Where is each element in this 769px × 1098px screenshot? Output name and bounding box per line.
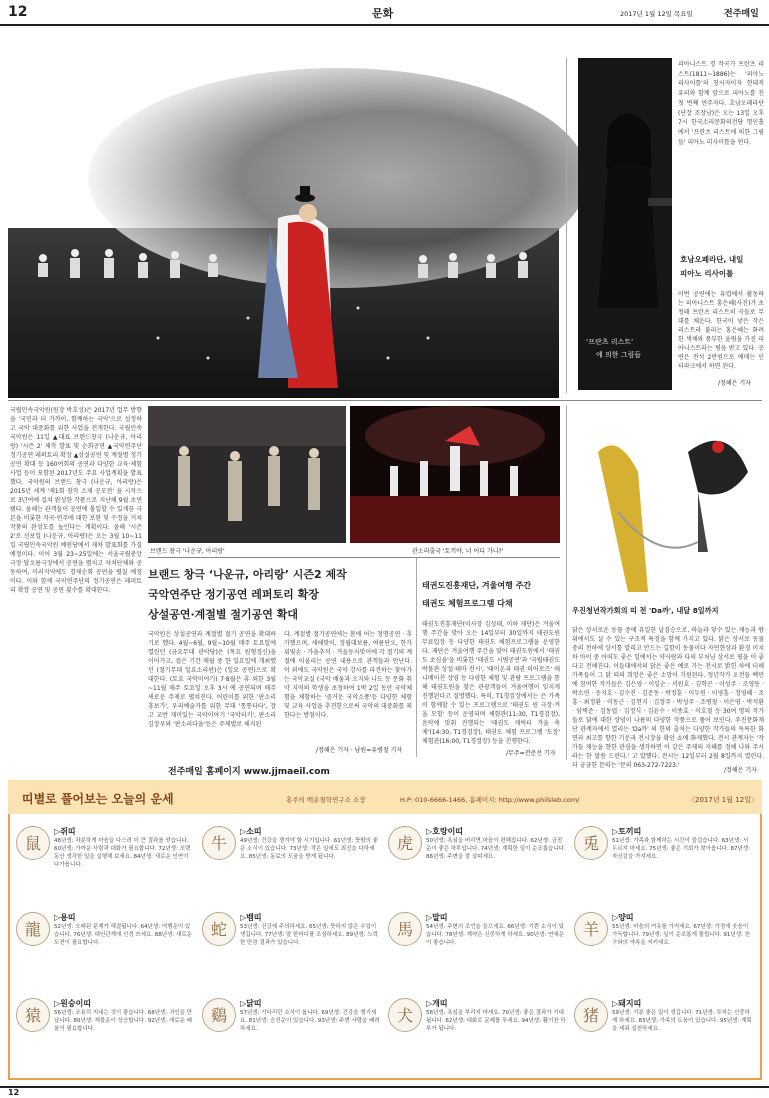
dog-icon: 犬 xyxy=(388,998,422,1032)
rooster-art-photo xyxy=(578,412,762,602)
fortune-date: 〈2017년 1월 12일〉 xyxy=(688,796,758,804)
fortune-item-name: ▷뱀띠 xyxy=(240,913,262,922)
fortune-item-name: ▷용띠 xyxy=(54,913,76,922)
fortune-item-name: ▷닭띠 xyxy=(240,999,262,1008)
monkey-icon: 猿 xyxy=(16,998,50,1032)
photo-naungyu-arirang xyxy=(148,406,346,543)
fortune-item xyxy=(386,994,570,1078)
mouse-icon: 鼠 xyxy=(16,826,50,860)
arirang-illustration xyxy=(148,406,346,543)
footer-page-number: 12 xyxy=(8,1088,20,1097)
side-story-title-line2: 피아노 리사이틀 xyxy=(680,269,734,278)
fortune-item-text: 49년생: 건강을 챙겨야 할 시기입니다. 61년생: 뜻밖의 좋은 소식이 있습니다. 73년생: 작은 일에도 최선을 다하세요. 85년생: 동료의 도움을 받게 됩니다. xyxy=(240,838,378,860)
fortune-item xyxy=(200,908,384,992)
side-story-reporter: /정해은 기자 xyxy=(718,380,751,387)
fortune-item-name: ▷개띠 xyxy=(426,999,448,1008)
website-banner[interactable]: 전주매일 홈페이지 www.jjmaeil.com xyxy=(168,767,330,777)
page-number: 12 xyxy=(8,4,28,20)
sheep-icon: 羊 xyxy=(574,912,608,946)
fortune-item-text: 51년생: 가족과 함께하는 시간이 즐겁습니다. 63년생: 서두르지 마세요. 75년생: 좋은 기회가 찾아옵니다. 87년생: 자신감을 가지세요. xyxy=(612,838,750,860)
side-story-title-line1: 호남오페라단, 내일 xyxy=(680,255,744,264)
section-rule-main xyxy=(8,400,762,401)
fortune-hp: H.P: 010-6666-1466, 홈페이지: http://www.philsleb.com/ xyxy=(400,796,580,804)
rabbit-icon: 兎 xyxy=(574,826,608,860)
art-reporter: /정해은 기자 xyxy=(724,767,757,774)
fortune-item xyxy=(386,908,570,992)
fortune-item-text: 56년생: 조용히 지내는 것이 좋습니다. 68년생: 귀인을 만납니다. 80년생: 재물운이 상승합니다. 92년생: 새로운 배움이 필요합니다. xyxy=(54,1010,192,1032)
ox-icon: 牛 xyxy=(202,826,236,860)
subhead-3: 상설공연·계절별 절기공연 확대 xyxy=(148,608,298,621)
taekwondo-reporter: /무주=전준선 기자 xyxy=(506,750,556,757)
fortune-source: 홍주의 백운철학연구소 소장 xyxy=(286,796,366,804)
fortune-item-name: ▷원숭이띠 xyxy=(54,999,92,1008)
column-divider-top xyxy=(566,58,567,393)
fortune-item xyxy=(200,822,384,906)
fortune-item-text: 57년생: 기다리던 소식이 옵니다. 69년생: 건강을 챙기세요. 81년생: 승진운이 있습니다. 93년생: 주변 사람을 배려하세요. xyxy=(240,1010,380,1032)
fortune-item-text: 58년생: 욕심을 부리지 마세요. 70년생: 좋은 결과가 기대됩니다. 82년생: 대화로 문제를 푸세요. 94년생: 활기찬 하루가 됩니다. xyxy=(426,1010,566,1032)
paper-name: 전주매일 xyxy=(724,9,759,19)
horse-icon: 馬 xyxy=(388,912,422,946)
pianist-caption-line2: 에 의한 그림들 xyxy=(596,351,642,359)
fortune-item-name: ▷쥐띠 xyxy=(54,827,76,836)
rooster-icon: 鷄 xyxy=(202,998,236,1032)
fortune-item-text: 50년생: 욕심을 버리면 마음이 편해집니다. 62년생: 금전운이 좋은 하루입니다. 74년생: 계획한 일이 순조롭습니다. 86년생: 주변을 잘 살피세요. xyxy=(426,838,566,860)
fortune-item xyxy=(386,822,570,906)
fortune-item-name: ▷돼지띠 xyxy=(612,999,642,1008)
fortune-title: 띠별로 풀어보는 오늘의 운세 xyxy=(22,792,174,806)
column-divider-bottom xyxy=(566,405,567,760)
fortune-item-text: 48년생: 차분하게 마음을 다스려 더 큰 결과를 얻습니다. 60년생: 가까운 사람과 대화가 필요합니다. 72년생: 오랫동안 생각한 일을 실행해 보세요. 84년생: 새로운 인연이 다가옵니다. xyxy=(54,838,191,868)
main-story-body: 국립민속국악원(원장 박호성)은 2017년 업무 방향을 '국민과 더 가까이, 함께하는 국악'으로 설정하고 국악 대중화를 위한 사업을 전개한다. 국립민속국악원은 11일 ▲대표 브랜드창극 (나운규, 아리랑) '시즌 2' 제작 발표 및 순회공연 ▲국악연주단 정기공연 레퍼토리 확장 ▲상설공연 및 계절별 정기공연 확대 등 160여회의 공연과 다양한 교육·체험 사업 등이 포함된 2017년도 주요 사업계획을 발표했다. 국악원의 브랜드 창극 (나운규, 아리랑)은 2015년 세계 '제1회 창작 소재 공모전' 을 시작으로 3년여에 걸쳐 완성한 작품으로 지난해 9월 초연됐다. 올해는 관객들이 공연에 몰입할 수 있게끔 극본을 비롯한 작곡·연주에 대한 보완 및 수정을 거쳐 작품의 완성도를 높인다는 계획이다. 올해 '시즌 2'로 선보일 (나운규, 아리랑)은 오는 3월 10~11일 국립민속국악원 예원당에서 재차 발표회를 가질 예정이다. 이어 3월 23~25일에는 서울국립중앙극장 달오름극장에서 공연을 펼치고 자치단체와 공동하여, 이러지역에도 경제순회 공연을 펼칠 예정이다. 이와 함께 국악연주단의 정기공연은 레퍼토리 확장 공연 및 공연 횟수를 확대한다. xyxy=(10,407,142,594)
fortune-item-name: ▷소띠 xyxy=(240,827,262,836)
rooster-illustration xyxy=(578,412,762,602)
taekwondo-headline2: 태권도 체험프로그램 다채 xyxy=(422,599,513,608)
dragon-icon: 龍 xyxy=(16,912,50,946)
middle-col1: 국악원은 상설공연과 계절별 절기 공연을 확대하기로 했다. 4월~6월, 9월~10월 매주 토요일에 열린던 (금요무대 관악당)은 (목요 원형정신)을 이어가고, 절은 기간 매월 중 한 일요일에 개최했던 (절기무대 일요소리판)은 (일요 공연)으로 확대한다. (토요 국악이야기) 7·8월은 휴 외한 3월~11월 매주 토요일 오후 3시 에 공연되며 매주 새로운 주제로 펼쳐진다. 어린이를 위한 '판소리 흥보가', 우리예술가를 위한 무대 '통통타타', 장고 교반 재미있는 국악이야기 '국악터키', 판소리 김장우와 '판소리다웁'등은 주제별로 해지된 xyxy=(148,631,276,728)
art-title: 우진청년작가회의 띠 전 'Da까', 내달 8일까지 xyxy=(572,606,719,615)
side-story-bottom-text: 이번 공연에는 유럽에서 활동하는 피아니스트 홍은혜(사진)가 초청돼 프란츠 리스트의 곡들로 무대를 채운다. 한국이 낳은 작은 리스트라 불리는 홍은혜는 화려한 색채와 풍부한 울림을 가진 피아니스트라는 평을 받고 있다. 공연은 전석 2만원으로 예매는 인터파크에서 하면 된다. xyxy=(678,291,764,370)
snake-icon: 蛇 xyxy=(202,912,236,946)
fortune-item xyxy=(14,908,198,992)
photo-rabbit-where xyxy=(350,406,560,543)
fortune-item-name: ▷양띠 xyxy=(612,913,634,922)
fortune-item xyxy=(200,994,384,1078)
fortune-item xyxy=(572,822,756,906)
section-title: 문화 xyxy=(372,7,394,20)
main-stage-photo xyxy=(8,58,559,398)
pianist-caption-line1: ‘프란츠 리스트’ xyxy=(586,338,634,346)
footer-rule xyxy=(0,1086,769,1088)
taekwondo-headline1: 태권도진흥재단, 겨울여행 주간 xyxy=(422,581,532,590)
fortune-item xyxy=(572,908,756,992)
fortune-item-text: 59년생: 기분 좋은 일이 생깁니다. 71년생: 투자는 신중하게 하세요. 83년생: 가족의 도움이 있습니다. 95년생: 계획을 세워 실천하세요. xyxy=(612,1010,752,1032)
caption-arirang: 브랜드 창극 '나운규, 아리랑' xyxy=(150,548,225,555)
art-body: 닭은 상서로운 동물 중에 유일한 날짐승으로, 하늘과 닿수 있는 재능과 땅 위에서도 살 수 있는 구조적 특징을 함께 가지고 있다. 닭은 상서로 동물 중의 천하에 상서를 알리고 안드는 길함이 동물이다 자연현상과 환경 이치하 아이 중 어떠도 좋은 일에서는 약사람과 다의 부처님 상서로 평을 이 좋다고 전해진다. 이들대에서의 닭은 좋은 예로 가는 전시로 밝힌 차에 더해 가족들이 그 닭 띠의 희망은 좋은 소망이 기원된다. 청년작가 오전들 백만에 참여한 작가들은 김은영 · 이일순 · 서원호 · 김학곤 · 이성주 · 조영동 · 박소연 · 송지호 · 김수진 · 김준동 · 박정훈 · 이두원 · 이영훈 · 정영혜 · 조흥 · 최정환 · 이동근 · 김현지 · 김정주 · 박성주 · 조병철 · 이은영 · 박석환 · 임택준 · 김동엽 · 김정식 · 김윤수 · 이종효 · 이호철 등 30여 명의 작가들로 닭에 대한 상념이 나름의 다양한 작품으로 풀어 보인다. 우진문화재단 관계자에서 열리는 'Da까' 의 한의 출처는 다양한 작가들의 독특한 화면과 최고를 향한 기운과 전시장을 확인 쇼에 화제했다. 전시 관계자는 '작가들 재능을 향한 관심을 생각하면 이 같은 주제의 지혜를 정해 나와 주시라는 한 말씀 드린다.' 고 말했다. 전시는 12일부터 2월 8일까지 열린다. 더 궁금한 문의는 '문의 063-272-7223.' xyxy=(572,627,764,769)
subhead-1: 브랜드 창극 ‘나운규, 아리랑’ 시즌2 제작 xyxy=(148,568,347,581)
fortune-item-name: ▷말띠 xyxy=(426,913,448,922)
subhead-2: 국악연주단 정기공연 레퍼토리 확장 xyxy=(148,588,319,601)
middle-rule xyxy=(148,557,560,558)
stage-photo-illustration xyxy=(8,58,559,398)
fortune-item xyxy=(14,822,198,906)
fortune-item-text: 53년생: 건강에 주의하세요. 65년생: 뜻하지 않은 수입이 생깁니다. 77년생: 말 한마디를 조심하세요. 89년생: 노력한 만큼 결과가 있습니다. xyxy=(240,924,378,946)
fortune-item-name: ▷토끼띠 xyxy=(612,827,642,836)
fortune-item-text: 55년생: 마음의 여유를 가지세요. 67년생: 가정에 웃음이 가득합니다. 79년생: 일이 순조롭게 풀립니다. 91년생: 친구와의 약속을 지키세요. xyxy=(612,924,750,946)
fortune-item-name: ▷호랑이띠 xyxy=(426,827,464,836)
issue-date: 2017년 1월 12일 목요일 xyxy=(620,10,693,18)
fortune-item-text: 54년생: 주변의 조언을 들으세요. 66년생: 기쁜 소식이 있습니다. 78년생: 계약은 신중하게 하세요. 90년생: 연애운이 좋습니다. xyxy=(426,924,564,946)
side-story-top-text: 피아니스트 경 작곡가 프란츠 리스트(1811~1886)는 '피아노 리사이틀'의 창시자이자 현대적 유리와 함께 앞으로 피아노를 친 첫 번째 연주자다. 호남오페라단(단장 조장남)은 오는 13일 오후 7시 한국소리문화의전당 명인홀에서 '프란츠 리스트에 의한 그림들' 피아노 리사이틀을 연다. xyxy=(678,61,764,146)
fortune-item xyxy=(572,994,756,1078)
middle-col2: 다. 계절별 절기공연에는 봄에 어는 청명공연 · 추가했으며, 새해맞이, 정월대보름, 여름단오, 한가위빛손 · 가을추석 · 겨울동지맞이에 각 절기의 계절에 어울리는 공연 내용으로 관객들과 만난다. 이 외에도 국악원은 국악 강사를 파견하는 찾아가는 국악교실 (국악 배움과 오지와 나도 등 문화 취약 지역의 학생을 초청하여 1박 2일 동안 국악체험을 체험하는 '즐거운 국악소풍'등 다양한 체험 및 교육 사업을 추진한으로써 국악의 대중화를 꾀한다는 방침이다. xyxy=(284,631,412,719)
middle-reporter: /정해은 기자 · 남원=유병철 기자 xyxy=(316,747,403,754)
tiger-icon: 虎 xyxy=(388,826,422,860)
fortune-item-text: 52년생: 오래된 문제가 해결됩니다. 64년생: 여행운이 있습니다. 76년생: 대인관계에 신경 쓰세요. 88년생: 새로운 도전이 필요합니다. xyxy=(54,924,192,946)
taekwondo-body: 태권도진흥재단(이사장 김성태, 이하 재단)은 겨울여행 주간을 맞아 오는 14일부터 30일까지 태권도원 무료입장 등 다양한 태권도 체험프로그램을 운영한다. 재단은 겨울여행 주간을 맞아 태권도원에서 '태권도 초심을'을 비롯한 '태권도 시범공연'과 '국립태권도박물관 상설·테마 전시', '태이온과 태권 히어로즈' 애니메이션 상영 등 다양한 체험 및 관람 프로그램을 통해 태권도원을 찾은 관광객들이 겨울여행이 잊지게 진행된다고 설명했다. 특히, T1경검장에서는 은 가족이 함께할 수 있는 프로그램으로 '태권도 원 극장·겨울 모험' 등이 운영되며 체험관(11:30, T1경검장), 음악에 맞춰 진행되는 '태권도 캐릭터 겨울 축제'(14:30, T1경검장), 태권도 체험 프로그램 '도장' 체험관(16:00, T1경검장) 등을 진행한다. xyxy=(422,621,560,745)
header-rule xyxy=(0,24,769,26)
fortune-item xyxy=(14,994,198,1078)
pig-icon: 猪 xyxy=(574,998,608,1032)
taekwondo-rule xyxy=(416,557,417,757)
caption-rabbit: 관소리출국 '토끼야, 너 어디 가니?' xyxy=(412,548,504,555)
rabbit-illustration xyxy=(350,406,560,543)
